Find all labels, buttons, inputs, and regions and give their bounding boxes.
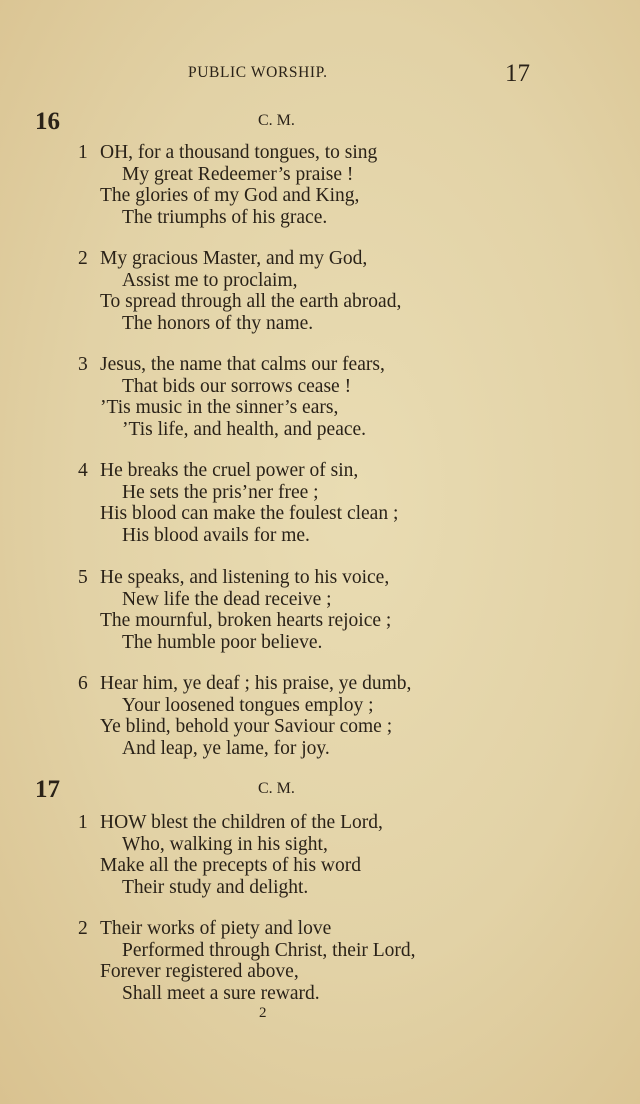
verse-line: Jesus, the name that calms our fears, <box>100 354 385 375</box>
page-number: 17 <box>505 60 530 87</box>
verse-line: He sets the pris’ner free ; <box>122 481 319 503</box>
verse-number: 1 <box>78 142 88 163</box>
running-head-title: PUBLIC WORSHIP. <box>188 64 328 81</box>
verse-line: Hear him, ye deaf ; his praise, ye dumb, <box>100 673 412 694</box>
hymn-number: 16 <box>35 108 60 135</box>
verse-line: The honors of thy name. <box>122 312 314 334</box>
verse-line: That bids our sorrows cease ! <box>122 375 352 397</box>
verse-number: 1 <box>78 812 88 833</box>
verse-line: HOW blest the children of the Lord, <box>100 812 383 833</box>
verse-line: His blood avails for me. <box>122 524 310 546</box>
verse-line: The mournful, broken hearts rejoice ; <box>100 610 392 631</box>
signature-mark: 2 <box>259 1005 267 1021</box>
verse-line: He speaks, and listening to his voice, <box>100 567 390 588</box>
verse-line: Their works of piety and love <box>100 918 332 939</box>
verse-line: Performed through Christ, their Lord, <box>122 939 416 961</box>
verse-line: Assist me to proclaim, <box>122 269 298 291</box>
verse-line: My gracious Master, and my God, <box>100 248 368 269</box>
verse-line: ’Tis music in the sinner’s ears, <box>100 397 339 418</box>
verse-line: Forever registered above, <box>100 961 299 982</box>
hymn-number: 17 <box>35 776 60 803</box>
verse-number: 4 <box>78 460 88 481</box>
verse-line: He breaks the cruel power of sin, <box>100 460 359 481</box>
hymn-meter: C. M. <box>258 780 295 797</box>
verse-number: 3 <box>78 354 88 375</box>
verse-line: My great Redeemer’s praise ! <box>122 163 354 185</box>
verse-line: His blood can make the foulest clean ; <box>100 503 399 524</box>
verse-line: Make all the precepts of his word <box>100 855 362 876</box>
verse-line: New life the dead receive ; <box>122 588 332 610</box>
verse-line: To spread through all the earth abroad, <box>100 291 402 312</box>
verse-number: 6 <box>78 673 88 694</box>
verse-line: And leap, ye lame, for joy. <box>122 737 330 759</box>
verse-line: Shall meet a sure reward. <box>122 982 320 1004</box>
verse-line: The humble poor believe. <box>122 631 323 653</box>
verse-line: Their study and delight. <box>122 876 309 898</box>
verse-line: Who, walking in his sight, <box>122 833 328 855</box>
verse-line: Your loosened tongues employ ; <box>122 694 374 716</box>
verse-line: Ye blind, behold your Saviour come ; <box>100 716 393 737</box>
running-head <box>0 60 640 88</box>
verse-number: 5 <box>78 567 88 588</box>
verse-line: The glories of my God and King, <box>100 185 360 206</box>
verse-line: ’Tis life, and health, and peace. <box>122 418 367 440</box>
hymn-meter: C. M. <box>258 112 295 129</box>
verse-number: 2 <box>78 918 88 939</box>
verse-number: 2 <box>78 248 88 269</box>
verse-line: OH, for a thousand tongues, to sing <box>100 142 378 163</box>
verse-line: The triumphs of his grace. <box>122 206 328 228</box>
